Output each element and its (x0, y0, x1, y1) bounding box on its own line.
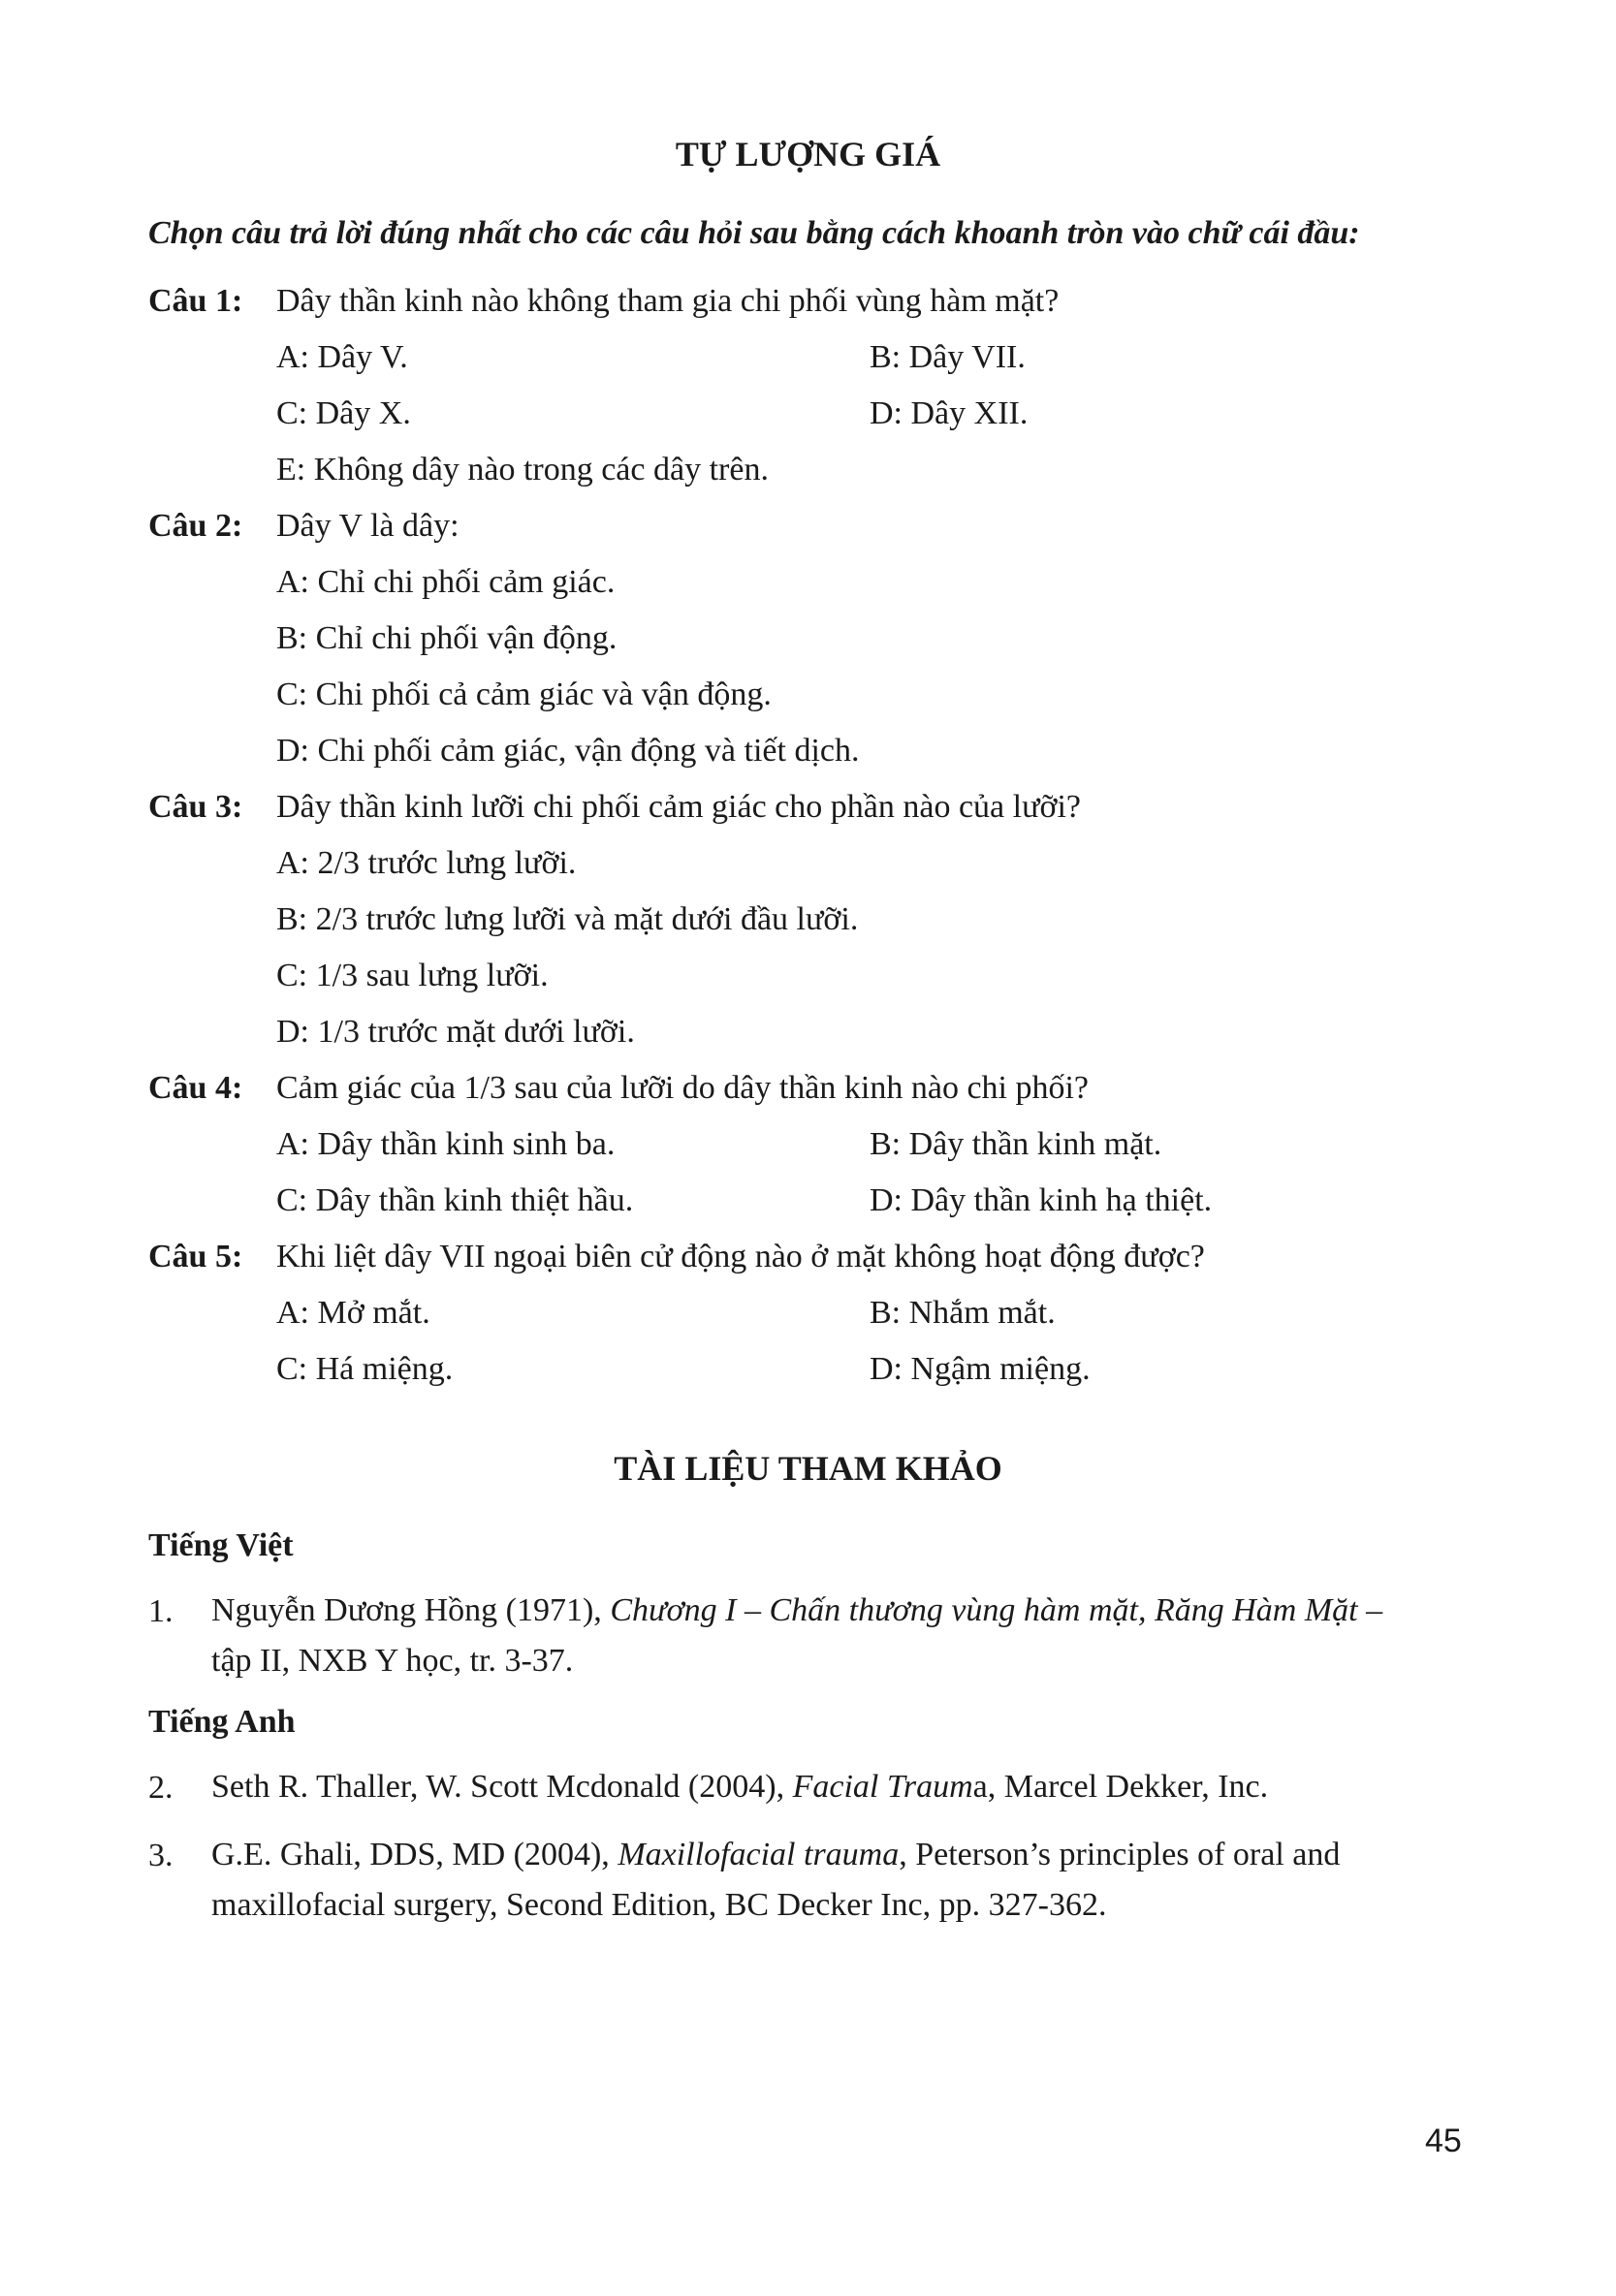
question-1-text: Dây thần kinh nào không tham gia chi phối vùng hàm mặt? (276, 283, 1060, 319)
question-2-text: Dây V là dây: (276, 508, 459, 544)
instruction-text: Chọn câu trả lời đúng nhất cho các câu hỏi sau bằng cách khoanh tròn vào chữ cái đầu: (148, 215, 1360, 251)
reference-1-number: 1. (148, 1593, 174, 1629)
question-1-option-c: C: Dây X. (276, 395, 411, 431)
vietnamese-heading: Tiếng Việt (148, 1527, 294, 1563)
question-1-option-e: E: Không dây nào trong các dây trên. (276, 452, 769, 488)
question-4-text: Cảm giác của 1/3 sau của lưỡi do dây thần kinh nào chi phối? (276, 1070, 1090, 1106)
question-4-option-c: C: Dây thần kinh thiệt hầu. (276, 1182, 634, 1218)
reference-3-title: Maxillofacial trauma (618, 1837, 900, 1872)
question-2-option-c: C: Chi phối cả cảm giác và vận động. (276, 676, 772, 712)
question-3-option-d: D: 1/3 trước mặt dưới lưỡi. (276, 1014, 635, 1050)
references-title: TÀI LIỆU THAM KHẢO (614, 1449, 1002, 1488)
question-5-label: Câu 5: (148, 1239, 243, 1274)
reference-2-rest: a, Marcel Dekker, Inc. (972, 1769, 1269, 1805)
question-1-option-b: B: Dây VII. (870, 339, 1026, 375)
question-1-label: Câu 1: (148, 283, 243, 319)
question-4-option-d: D: Dây thần kinh hạ thiệt. (870, 1182, 1213, 1218)
question-3-option-c: C: 1/3 sau lưng lưỡi. (276, 958, 549, 993)
question-3-label: Câu 3: (148, 789, 243, 825)
question-1-option-d: D: Dây XII. (870, 395, 1029, 431)
page-number: 45 (1425, 2123, 1462, 2159)
reference-2-title: Facial Traum (792, 1769, 973, 1805)
reference-1-author: Nguyễn Dương Hồng (1971), (211, 1592, 611, 1628)
question-4-option-a: A: Dây thần kinh sinh ba. (276, 1126, 616, 1162)
question-1-option-a: A: Dây V. (276, 339, 408, 375)
reference-2 (211, 1762, 1472, 1812)
question-2-option-b: B: Chỉ chi phối vận động. (276, 620, 618, 656)
reference-1 (211, 1586, 1472, 1686)
reference-1-rest: tập II, NXB Y học, tr. 3-37. (211, 1643, 574, 1679)
question-3-text: Dây thần kinh lưỡi chi phối cảm giác cho phần nào của lưỡi? (276, 789, 1082, 825)
reference-1-title: Chương I – Chấn thương vùng hàm mặt, Răng Hàm Mặt – (610, 1592, 1383, 1628)
question-4-label: Câu 4: (148, 1070, 243, 1106)
question-2-label: Câu 2: (148, 508, 243, 544)
question-5-option-d: D: Ngậm miệng. (870, 1351, 1091, 1387)
question-4-option-b: B: Dây thần kinh mặt. (870, 1126, 1162, 1162)
question-3-option-b: B: 2/3 trước lưng lưỡi và mặt dưới đầu lưỡi. (276, 901, 859, 937)
self-assessment-title: TỰ LƯỢNG GIÁ (675, 135, 941, 173)
reference-3-author: G.E. Ghali, DDS, MD (2004), (211, 1837, 618, 1872)
reference-3-rest: , Peterson’s principles of oral and maxillofacial surgery, Second Edition, BC Decker Inc, pp. 327-362. (211, 1837, 1341, 1923)
question-3-option-a: A: 2/3 trước lưng lưỡi. (276, 845, 577, 881)
question-2-option-a: A: Chỉ chi phối cảm giác. (276, 564, 616, 600)
reference-2-number: 2. (148, 1770, 174, 1806)
reference-3 (211, 1830, 1472, 1931)
question-5-option-b: B: Nhắm mắt. (870, 1295, 1056, 1331)
question-5-option-c: C: Há miệng. (276, 1351, 454, 1387)
reference-3-number: 3. (148, 1838, 174, 1873)
question-5-option-a: A: Mở mắt. (276, 1295, 430, 1331)
question-2-option-d: D: Chi phối cảm giác, vận động và tiết dịch. (276, 733, 860, 769)
english-heading: Tiếng Anh (148, 1704, 296, 1740)
question-5-text: Khi liệt dây VII ngoại biên cử động nào ở mặt không hoạt động được? (276, 1239, 1205, 1274)
reference-2-author: Seth R. Thaller, W. Scott Mcdonald (2004), (211, 1769, 793, 1805)
